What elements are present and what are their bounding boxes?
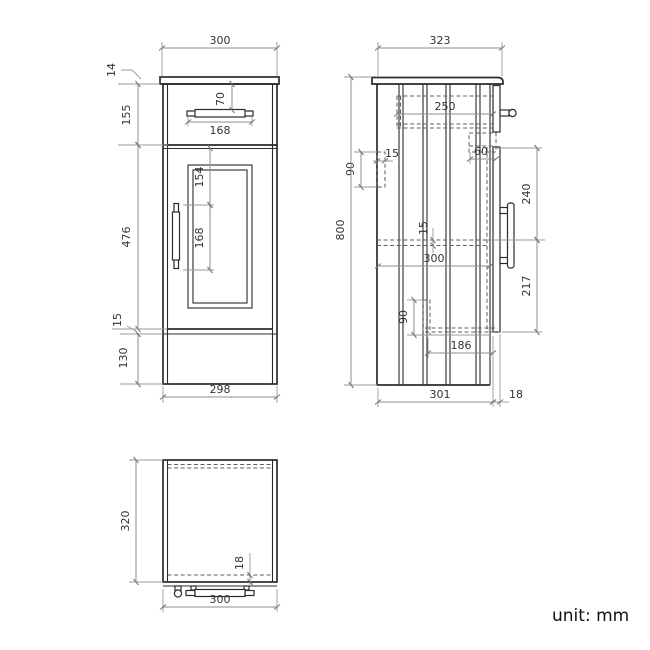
front-worktop — [160, 77, 279, 84]
side-door-front — [493, 147, 500, 332]
dim-side-shelf-thickness: 15 — [417, 221, 430, 235]
dim-front-door-height: 476 — [120, 226, 133, 248]
dim-side-shelf-depth: 300 — [423, 252, 445, 265]
dim-side-depth-body: 301 — [429, 388, 451, 401]
side-view — [334, 34, 545, 407]
dim-front-width-top: 300 — [209, 34, 231, 47]
dim-plan-depth: 320 — [119, 510, 132, 532]
side-door-handle — [500, 203, 514, 268]
dim-side-handle-to-door-bottom: 217 — [520, 275, 533, 297]
dim-side-front-thickness: 18 — [509, 388, 523, 401]
dim-front-plinth-height: 130 — [117, 347, 130, 369]
dim-side-rail-back-offset: 15 — [385, 147, 399, 160]
dim-side-plinth-recess: 186 — [450, 339, 472, 352]
front-view — [105, 34, 279, 403]
dim-side-rail-height-bottom: 90 — [397, 310, 410, 324]
dim-side-overall-height: 800 — [334, 219, 347, 241]
dim-side-drawer-depth: 250 — [434, 100, 456, 113]
plan-door-knob — [174, 586, 181, 597]
dim-front-door-bottom-gap: 15 — [111, 313, 124, 327]
front-drawer-handle — [187, 110, 253, 118]
dim-front-drawer-handle-drop: 70 — [214, 92, 227, 106]
side-hanging-rail-top — [377, 152, 385, 187]
dim-side-rail-height-top: 90 — [344, 162, 357, 176]
plan-body — [163, 460, 277, 582]
unit-label: unit: mm — [552, 606, 630, 626]
plan-view — [119, 460, 277, 612]
dim-front-door-handle-length: 168 — [193, 227, 206, 249]
side-drawer-knob — [500, 109, 516, 116]
dim-side-handle-drop: 240 — [520, 183, 533, 205]
side-worktop — [372, 78, 503, 85]
front-door-handle — [173, 204, 180, 269]
side-body — [377, 84, 490, 385]
dim-front-drawer-height: 155 — [120, 104, 133, 126]
dim-side-bracket-depth: 60 — [474, 145, 488, 158]
dim-front-width-bottom: 298 — [209, 383, 231, 396]
dim-front-drawer-handle-width: 168 — [209, 124, 231, 137]
side-drawer-front — [493, 86, 500, 133]
dim-side-depth-top: 323 — [429, 34, 451, 47]
dim-plan-width: 300 — [209, 593, 231, 606]
dim-front-worktop-thickness: 14 — [105, 63, 118, 77]
dim-front-door-handle-drop: 154 — [193, 166, 206, 188]
dim-plan-front-thickness: 18 — [233, 556, 246, 570]
